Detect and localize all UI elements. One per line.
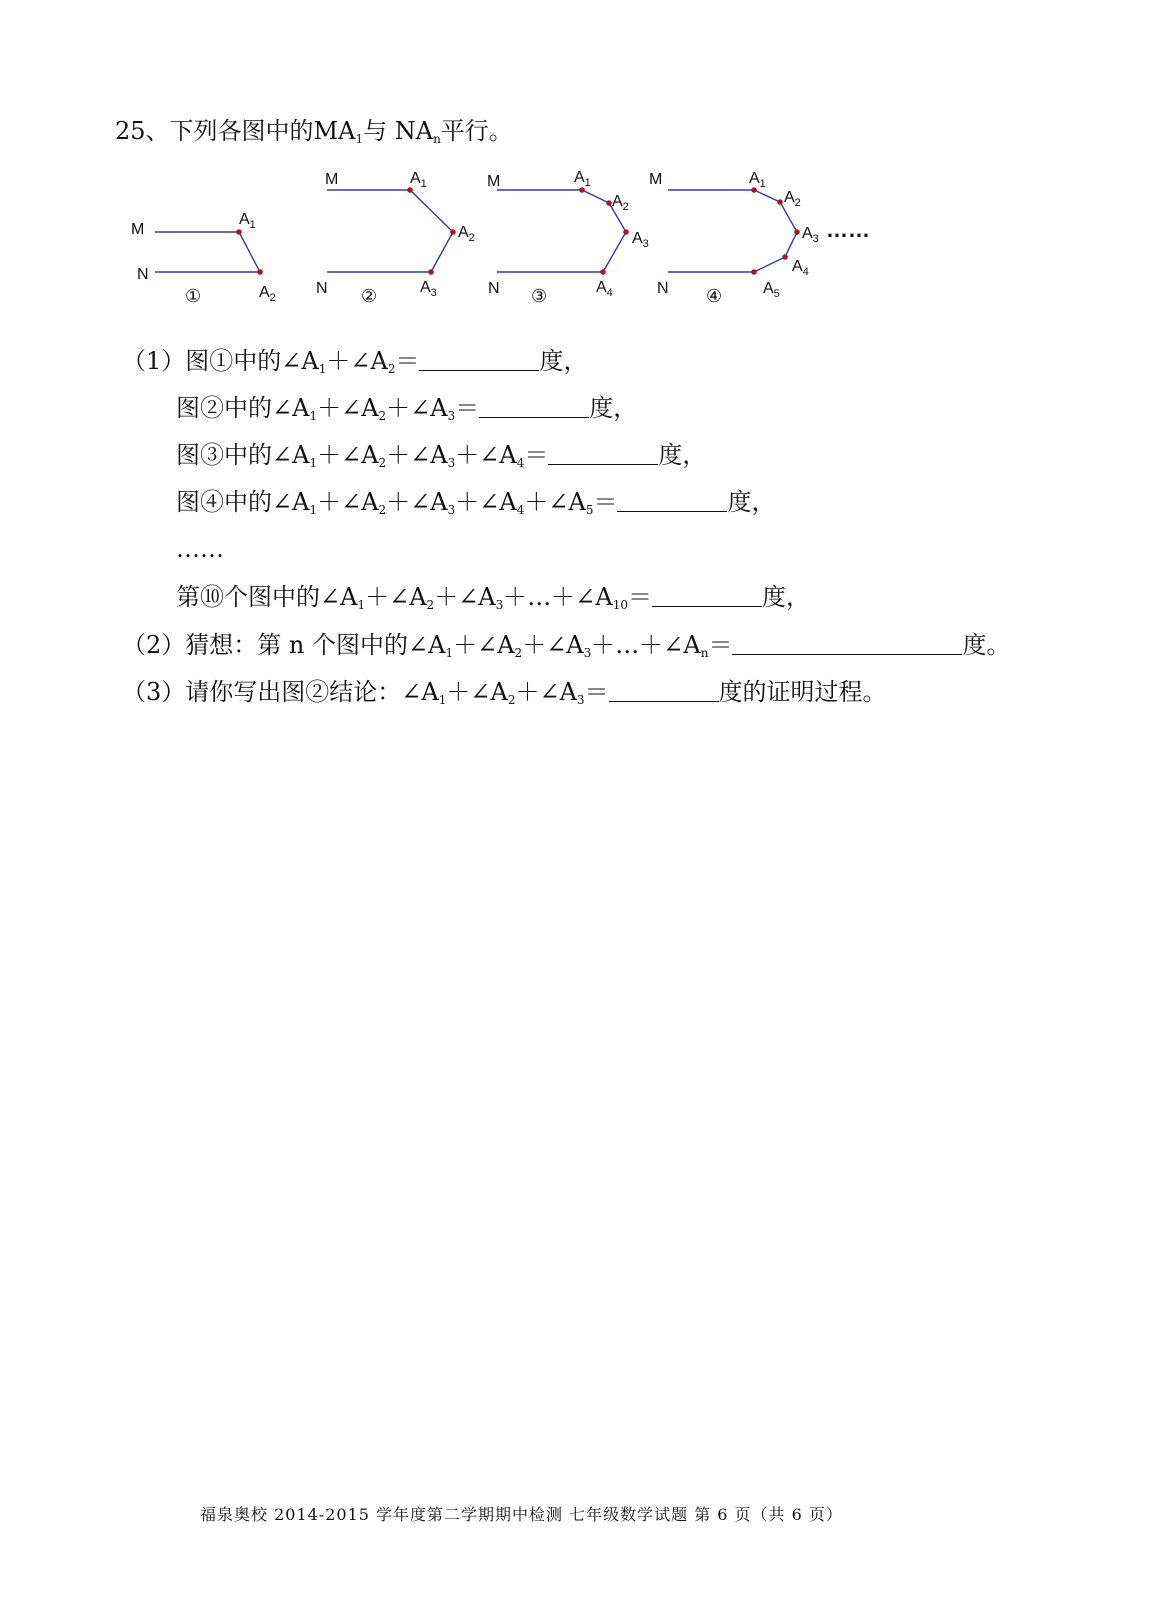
fig2-label-n: N <box>316 280 328 297</box>
fig4-label-a1: $A_1$ <box>749 170 766 190</box>
fig3-number: ③ <box>531 286 548 307</box>
fig3-label-a1: $A_1$ <box>574 169 591 189</box>
part3-label: （3） <box>122 678 186 706</box>
fig3-label-a2: $A_2$ <box>612 193 629 213</box>
part2-label: （2） <box>122 631 186 659</box>
fig3-label-a4: $A_4$ <box>596 279 613 299</box>
part3-line: （3）请你写出图②结论：$\angle A_1+\angle A_2+\angle A_3=$ 度的证明过程。 <box>122 678 887 707</box>
fig3-label-a3: $A_3$ <box>632 230 649 250</box>
fig2-label-a3: $A_3$ <box>420 279 437 299</box>
part1-line-fig10: 第⑩个图中的$\angle A_1+\angle A_2+\angle A_3+\dots+\angle A_{10}=$ 度， <box>176 583 811 612</box>
fig2-label-a2: $A_2$ <box>458 224 475 244</box>
fig1-label-a2: $A_2$ <box>259 284 276 304</box>
answer-blank-fig3[interactable] <box>548 442 658 465</box>
fig3-label-m: M <box>487 173 501 190</box>
fig1-number: ① <box>185 286 202 307</box>
answer-blank-proof[interactable] <box>609 679 719 702</box>
fig1-label-n: N <box>137 266 149 283</box>
fig2-label-a1: $A_1$ <box>410 170 427 190</box>
fig4-label-a3: $A_3$ <box>802 225 819 245</box>
answer-blank-fig4[interactable] <box>617 489 727 512</box>
fig2-label-m: M <box>325 171 339 188</box>
fig2-number: ② <box>361 286 378 307</box>
answer-blank-general[interactable] <box>732 632 962 655</box>
fig4-number: ④ <box>706 286 723 307</box>
fig1-label-m: M <box>131 221 145 238</box>
fig4-label-m: M <box>649 171 663 188</box>
question-stem: 25、下列各图中的$MA_1$与 $NA_n$平行。 <box>115 117 513 146</box>
part1-line-fig1: （1）图①中的$\angle A_1+\angle A_2=$ 度， <box>122 347 588 376</box>
part1-line-fig4: 图④中的$\angle A_1+\angle A_2+\angle A_3+\angle A_4+\angle A_5=$ 度， <box>176 488 776 517</box>
fig1-label-a1: $A_1$ <box>239 211 256 231</box>
page-footer: 福泉奥校 2014-2015 学年度第二学期期中检测 七年级数学试题 第 6 页（共 6 页） <box>200 1505 843 1524</box>
part1-line-fig2: 图②中的$\angle A_1+\angle A_2+\angle A_3=$ 度， <box>176 394 638 423</box>
answer-blank-fig1[interactable] <box>419 348 539 371</box>
fig4-label-a4: $A_4$ <box>792 258 809 278</box>
fig4-label-a5: $A_5$ <box>763 280 780 300</box>
part2-line: （2）猜想：第 n 个图中的$\angle A_1+\angle A_2+\angle A_3+\dots+\angle A_n=$ 度。 <box>122 631 1011 660</box>
fig4-label-n: N <box>657 280 669 297</box>
part1-ellipsis: …… <box>176 535 224 563</box>
question-number: 25、 <box>115 117 170 145</box>
figures-diagram <box>0 0 1163 320</box>
part1-line-fig3: 图③中的$\angle A_1+\angle A_2+\angle A_3+\angle A_4=$ 度， <box>176 441 707 470</box>
answer-blank-fig2[interactable] <box>479 395 589 418</box>
fig3-label-n: N <box>488 280 500 297</box>
fig4-label-a2: $A_2$ <box>784 189 801 209</box>
part1-label: （1） <box>122 347 186 375</box>
figures-continuation-dots: …… <box>826 217 870 242</box>
answer-blank-fig10[interactable] <box>652 584 762 607</box>
